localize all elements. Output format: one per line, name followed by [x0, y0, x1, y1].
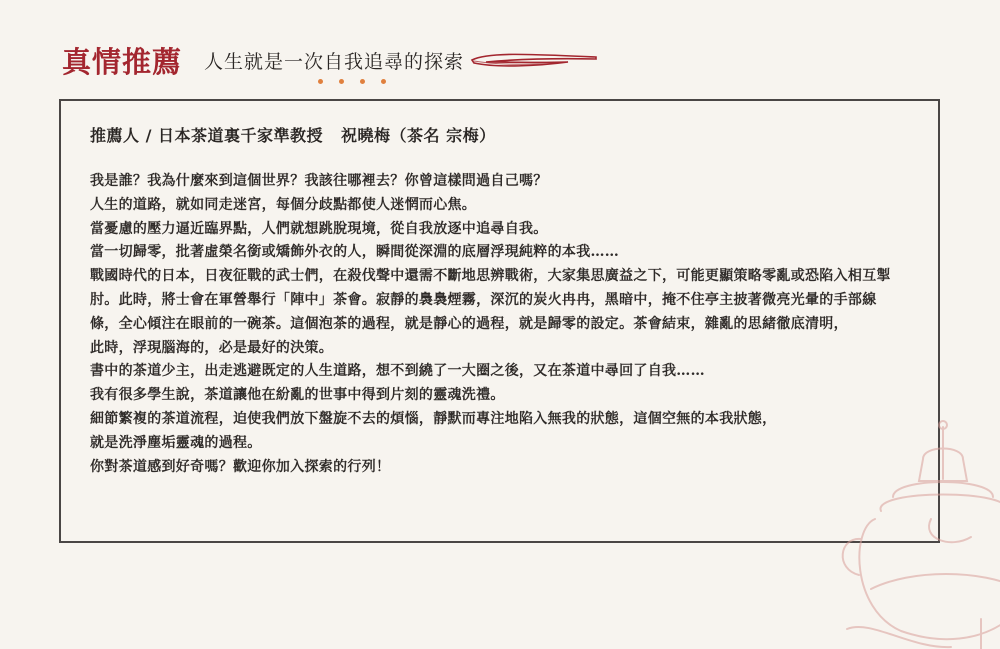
- text-line: 當憂慮的壓力逼近臨界點，人們就想跳脫現境，從自我放逐中追尋自我。: [90, 220, 548, 237]
- dot: [339, 79, 344, 84]
- recommender-name: 祝曉梅（茶名 宗梅）: [341, 126, 496, 145]
- section-subtitle: 人生就是一次自我追尋的探索: [204, 50, 465, 73]
- text-line: 當一切歸零，批著虛榮名銜或矯飾外衣的人，瞬間從深淵的底層浮現純粹的本我……: [90, 244, 620, 261]
- dot: [381, 79, 386, 84]
- recommender-label: 推薦人 / 日本茶道裏千家準教授: [90, 126, 323, 145]
- section-header: [62, 40, 464, 80]
- decorative-dots: [318, 79, 386, 84]
- text-line: 就是洗淨塵垢靈魂的過程。: [90, 434, 262, 451]
- dot: [360, 79, 365, 84]
- text-line: 我是誰？我為什麼來到這個世界？我該往哪裡去？你曾這樣問過自己嗎？: [90, 173, 548, 189]
- dot: [318, 79, 323, 84]
- text-line: 肘。此時，將士會在軍營舉行「陣中」茶會。寂靜的裊裊煙霧，深沉的炭火冉冉，黑暗中，掩不住亭主披著微亮光暈的手部線: [90, 291, 877, 308]
- recommendation-text: [90, 170, 920, 479]
- text-line: 人生的道路，就如同走迷宮，每個分歧點都使人迷惘而心焦。: [90, 196, 477, 213]
- text-line: 條，全心傾注在眼前的一碗茶。這個泡茶的過程，就是靜心的過程，就是歸零的設定。茶會結束，雜亂的思緒徹底清明，: [90, 315, 848, 332]
- recommendation-box: [59, 99, 940, 543]
- text-line: 此時，浮現腦海的，必是最好的決策。: [90, 339, 334, 356]
- text-line: 戰國時代的日本，日夜征戰的武士們，在殺伐聲中還需不斷地思辨戰術，大家集思廣益之下，可能更顯策略零亂或恐陷入相互掣: [90, 268, 891, 285]
- recommender-line: [90, 123, 496, 146]
- text-line: 細節繁複的茶道流程，迫使我們放下盤旋不去的煩惱，靜默而專注地陷入無我的狀態，這個空無的本我狀態，: [90, 410, 777, 427]
- text-line: 書中的茶道少主，出走逃避既定的人生道路，想不到繞了一大圈之後，又在茶道中尋回了自我……: [90, 363, 705, 380]
- brush-stroke-icon: [468, 48, 600, 72]
- text-line: 你對茶道感到好奇嗎？歡迎你加入探索的行列！: [90, 458, 391, 475]
- section-title: 真情推薦: [62, 44, 183, 79]
- text-line: 我有很多學生說，茶道讓他在紛亂的世事中得到片刻的靈魂洗禮。: [90, 387, 505, 404]
